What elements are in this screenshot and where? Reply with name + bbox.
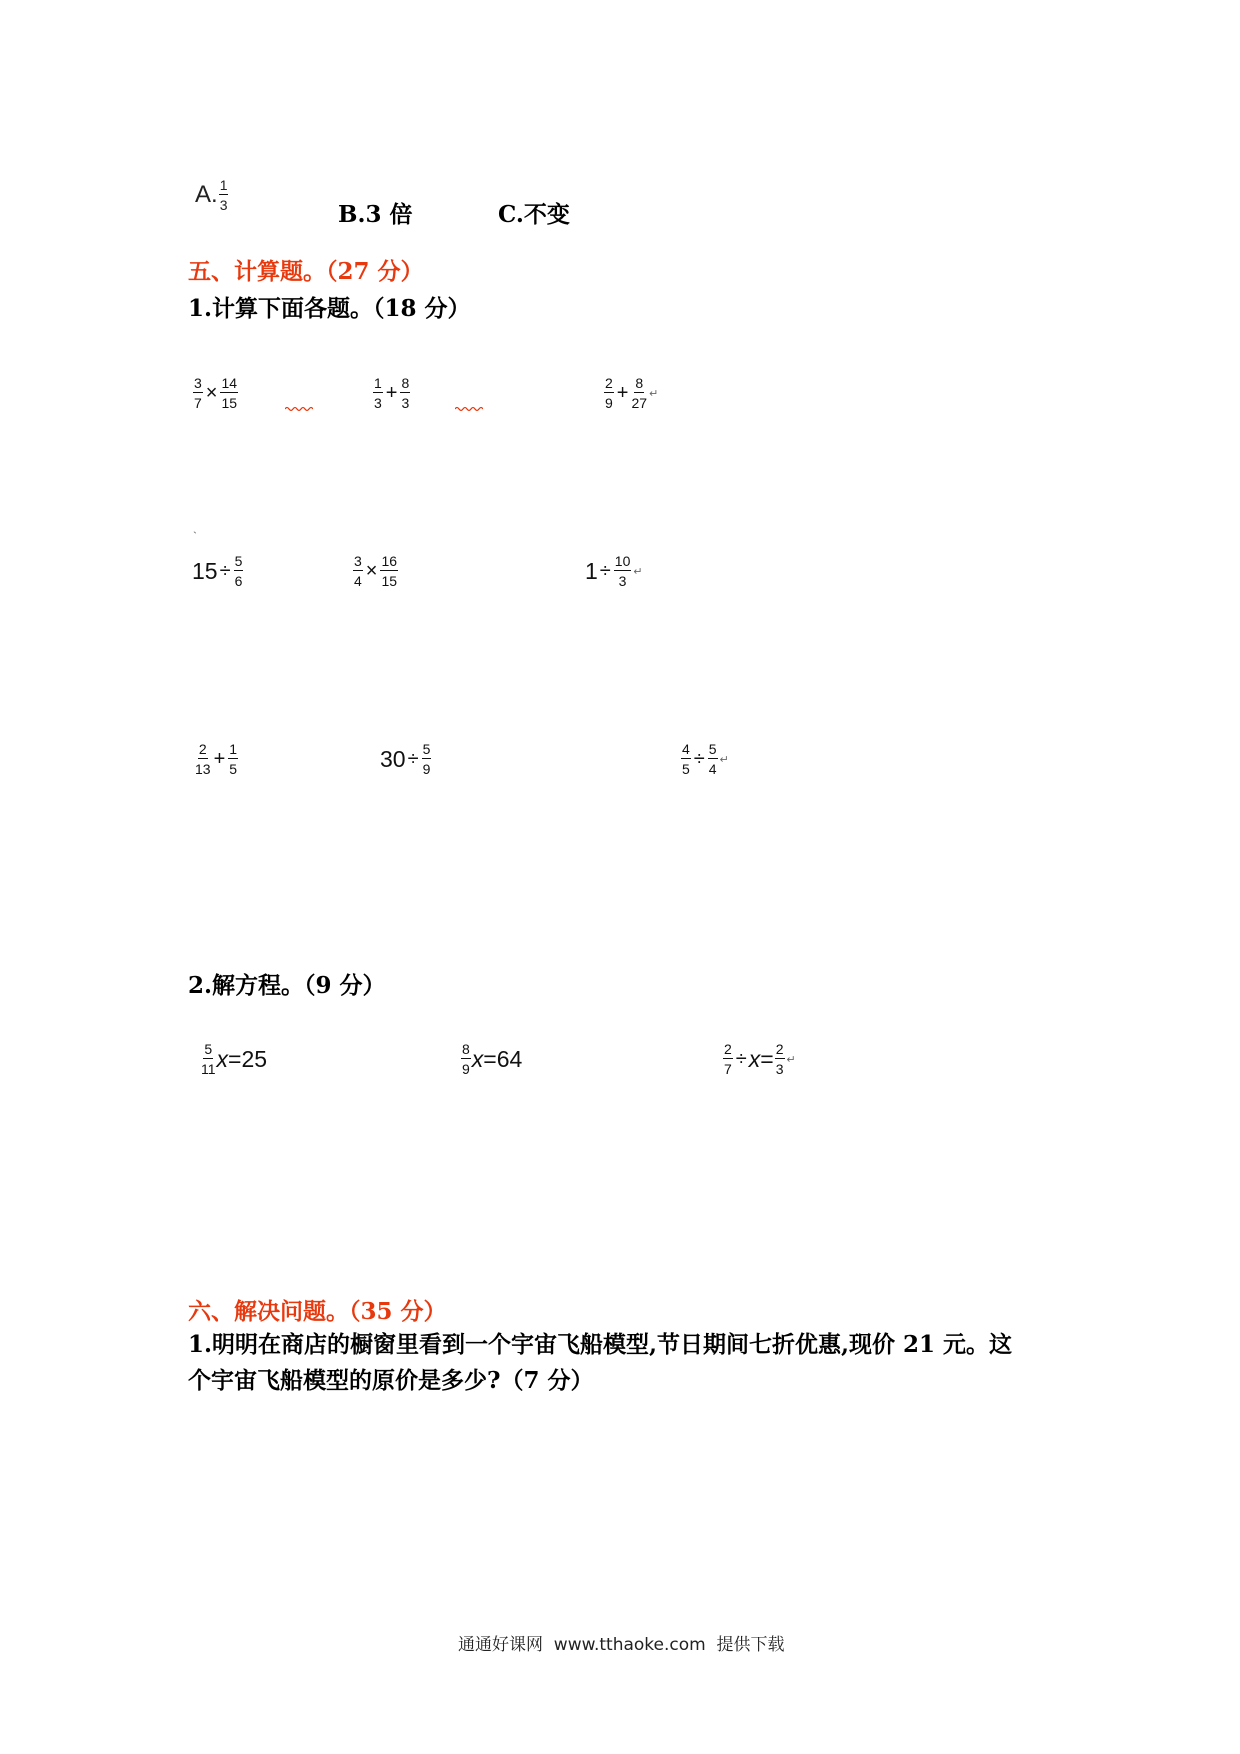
denominator: 4 — [354, 573, 362, 589]
whole-number: 15 — [192, 557, 218, 584]
numerator: 8 — [462, 1041, 470, 1057]
numerator: 1 — [374, 375, 382, 391]
denominator: 7 — [194, 395, 202, 411]
option-b: B.3 倍 — [338, 201, 413, 228]
denominator: 4 — [708, 761, 717, 777]
numerator: 2 — [198, 741, 207, 757]
calc-expression — [194, 742, 239, 776]
denominator: 9 — [605, 395, 613, 411]
denominator: 3 — [219, 197, 228, 213]
operator: ÷ — [599, 559, 611, 582]
operator: ÷ — [407, 747, 419, 770]
calc-expression — [603, 376, 658, 410]
section-five-title: 五、计算题。（27 分） — [188, 258, 424, 285]
numerator: 5 — [204, 1041, 213, 1057]
denominator: 3 — [401, 395, 410, 411]
numerator: 4 — [682, 741, 690, 757]
calc-question-title: 1.计算下面各题。（18 分） — [188, 295, 471, 322]
numerator: 10 — [614, 553, 631, 569]
equation — [200, 1042, 267, 1076]
denominator: 9 — [462, 1061, 470, 1077]
option-a-label: A. — [195, 181, 218, 208]
denominator: 13 — [195, 761, 211, 777]
numerator: 16 — [381, 553, 398, 569]
return-mark-icon: ↵ — [633, 565, 643, 578]
return-mark-icon: ↵ — [649, 387, 659, 400]
numerator: 5 — [234, 553, 243, 569]
section-six-title: 六、解决问题。（35 分） — [188, 1298, 447, 1325]
operator: × — [205, 381, 218, 404]
numerator: 1 — [229, 741, 238, 757]
word-problem-line-1: 1.明明在商店的橱窗里看到一个宇宙飞船模型,节日期间七折优惠,现价 21 元。这 — [188, 1331, 1013, 1358]
variable: x — [471, 1045, 484, 1072]
operator: ÷ — [735, 1047, 747, 1070]
word-problem-line-2: 个宇宙飞船模型的原价是多少?（7 分） — [188, 1367, 594, 1394]
equation-rhs: =64 — [483, 1045, 523, 1072]
equation — [722, 1042, 796, 1076]
variable: x — [216, 1045, 229, 1072]
operator: ÷ — [693, 747, 705, 770]
equation-question-title: 2.解方程。（9 分） — [188, 972, 386, 999]
numerator: 3 — [194, 375, 202, 391]
calc-expression — [585, 554, 643, 588]
denominator: 15 — [221, 395, 238, 411]
denominator: 15 — [381, 573, 398, 589]
denominator: 5 — [682, 761, 690, 777]
return-mark-icon: ↵ — [786, 1053, 796, 1066]
calc-expression — [192, 554, 244, 588]
option-c: C.不变 — [498, 201, 570, 228]
operator: + — [385, 381, 398, 404]
calc-expression — [352, 554, 399, 588]
variable: x — [748, 1045, 761, 1072]
numerator: 5 — [708, 741, 717, 757]
denominator: 3 — [775, 1061, 784, 1077]
denominator: 3 — [374, 395, 382, 411]
numerator: 5 — [422, 741, 431, 757]
denominator: 5 — [229, 761, 238, 777]
denominator: 3 — [618, 573, 627, 589]
operator: ÷ — [219, 559, 231, 582]
calc-expression — [680, 742, 729, 776]
numerator: 2 — [724, 1041, 732, 1057]
denominator: 9 — [422, 761, 431, 777]
numerator: 14 — [221, 375, 238, 391]
option-a — [195, 178, 229, 212]
denominator: 27 — [631, 395, 648, 411]
operator: + — [213, 747, 226, 770]
numerator: 2 — [775, 1041, 784, 1057]
numerator: 8 — [635, 375, 644, 391]
stray-mark: ˎ — [193, 520, 197, 534]
numerator: 8 — [401, 375, 410, 391]
option-a-fraction — [219, 178, 229, 212]
numerator: 3 — [354, 553, 362, 569]
denominator: 11 — [201, 1061, 216, 1077]
calc-expression — [192, 376, 239, 410]
denominator: 7 — [724, 1061, 732, 1077]
whole-number: 30 — [380, 745, 406, 772]
operator: + — [616, 381, 629, 404]
wavy-underline — [455, 406, 483, 412]
denominator: 6 — [234, 573, 243, 589]
equation-rhs: =25 — [228, 1045, 268, 1072]
return-mark-icon: ↵ — [719, 753, 729, 766]
numerator: 1 — [219, 177, 228, 193]
whole-number: 1 — [585, 557, 598, 584]
equation — [460, 1042, 522, 1076]
calc-expression — [380, 742, 432, 776]
equals-sign: = — [760, 1045, 774, 1072]
numerator: 2 — [605, 375, 613, 391]
calc-expression — [372, 376, 411, 410]
page-footer: 通通好课网 www.tthaoke.com 提供下载 — [458, 1635, 785, 1655]
operator: × — [365, 559, 378, 582]
wavy-underline — [285, 406, 313, 412]
